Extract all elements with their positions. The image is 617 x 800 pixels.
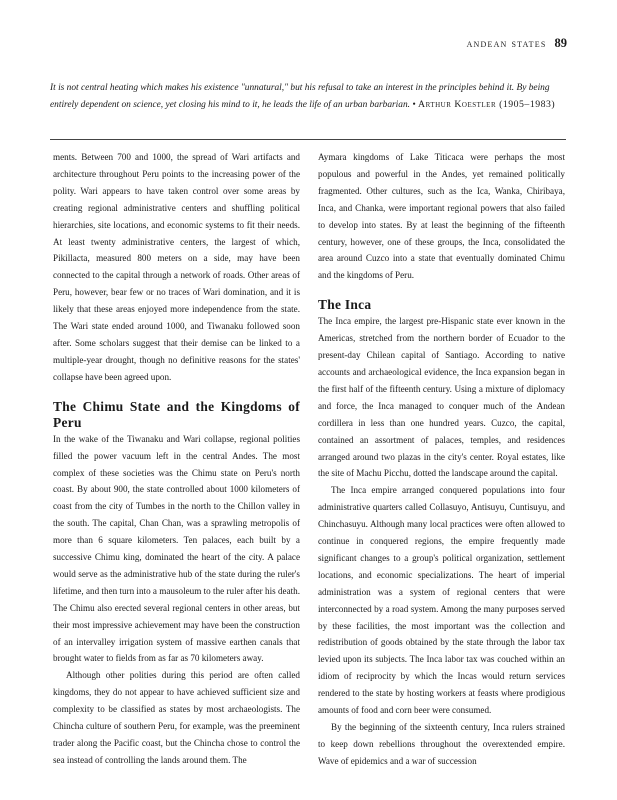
left-paragraph-2: In the wake of the Tiwanaku and Wari collapse, regional polities filled the power vacuum left in the central Andes. The most complex of these societies was the Chimu state on Peru's north coast. By about 900, the state controlled about 1000 kilometers of coast from the city of Tumbes in the north to the Chillon valley in the south. The capital, Chan Chan, was a sprawling metropolis of more than 6 square kilometers. Ten palaces, each built by a successive Chimu king, dominated the heart of the city. A palace would serve as the administrative hub of the state during the ruler's lifetime, and then turn into a mausoleum to the ruler after his death. The Chimu also erected several regional centers in other areas, but their most impressive achievement may have been the construction of an intervalley irrigation system of massive earthen canals that brought water to fields from as far as 70 kilometers away. xyxy=(53,433,300,664)
right-column xyxy=(318,149,565,770)
running-head xyxy=(467,36,567,51)
epigraph xyxy=(50,81,565,113)
page-number: 89 xyxy=(554,36,567,50)
left-paragraph-1: ments. Between 700 and 1000, the spread of Wari artifacts and architecture throughout Peru points to the increasing power of the polity. Wari appears to have taken control over some areas by creating regional administrative centers and shuffling political hierarchies, site locations, and economic systems to fit their needs. At least twenty administrative centers, the largest of which, Pikillacta, measured 800 meters on a side, may have been connected to the capital through a network of roads. Other areas of Peru, however, bear few or no traces of Wari domination, and it is likely that these areas enjoyed more independence from the state. The Wari state ended around 1000, and Tiwanaku followed soon after. Some scholars suggest that their demise can be linked to a multiple-year drought, though no definitive reasons for the states' collapse have been agreed upon. xyxy=(53,152,300,382)
running-head-title: andean states xyxy=(466,38,547,50)
epigraph-quote: It is not central heating which makes his existence "unnatural," but his refusal to take an interest in the principles behind it. By being entirely dependent on science, yet closing his mind to it, he leads the life of an urban barbarian. xyxy=(50,83,550,110)
left-column xyxy=(53,149,300,769)
right-paragraph-4: By the beginning of the sixteenth century, Inca rulers strained to keep down rebellions throughout the overextended empire. Wave of epidemics and a war of succession xyxy=(318,722,565,766)
epigraph-divider xyxy=(50,139,566,140)
section-heading-chimu: The Chimu State and the Kingdoms of Peru xyxy=(53,398,300,430)
left-paragraph-3: Although other polities during this period are often called kingdoms, they do not appear to have achieved sufficient size and complexity to be classified as states by most archaeologists. The Chincha culture of southern Peru, for example, was the preeminent trader along the Pacific coast, but the Chincha chose to control the sea instead of controlling the lands around them. The xyxy=(53,670,300,765)
right-paragraph-3: The Inca empire arranged conquered populations into four administrative quarters called Collasuyo, Antisuyu, Cuntisuyu, and Chinchasuyu. Although many local practices were often allowed to continue in conquered regions, the empire frequently made significant changes to a group's political organization, settlement locations, and economic specializations. The heart of imperial administration was a system of regional centers that were interconnected by a road system. Among the many purposes served by these facilities, the most important was the collection and redistribution of goods obtained by the state through the labor tax levied upon its subjects. The Inca labor tax was couched within an idiom of reciprocity by which the Incas would return services rendered to the state by hosting workers at feasts where prodigious amounts of food and corn beer were consumed. xyxy=(318,485,565,716)
epigraph-attribution: Arthur Koestler (1905–1983) xyxy=(418,98,556,110)
right-paragraph-2: The Inca empire, the largest pre-Hispanic state ever known in the Americas, stretched from the northern border of Ecuador to the present-day Chilean capital of Santiago. According to native accounts and archaeological evidence, the Inca expansion began in the first half of the fifteenth century. Using a mixture of diplomacy and force, the Inca managed to conquer much of the Andean cordillera in less than one hundred years. Cuzco, the capital, contained an assortment of palaces, temples, and residences arranged around two plazas in the city's center. Royal estates, like the site of Machu Picchu, dotted the landscape around the capital. xyxy=(318,316,565,479)
right-paragraph-1: Aymara kingdoms of Lake Titicaca were perhaps the most populous and powerful in the Andes, yet remained politically fragmented. Other cultures, such as the Ica, Wanka, Chiribaya, Inca, and Chanka, were important regional powers that also failed to develop into states. By at least the beginning of the fifteenth century, however, one of these groups, the Inca, consolidated the area around Cuzco into a state that eventually dominated Chimu and the kingdoms of Peru. xyxy=(318,152,565,281)
section-heading-inca: The Inca xyxy=(318,297,372,313)
epigraph-bullet: • xyxy=(412,99,416,110)
